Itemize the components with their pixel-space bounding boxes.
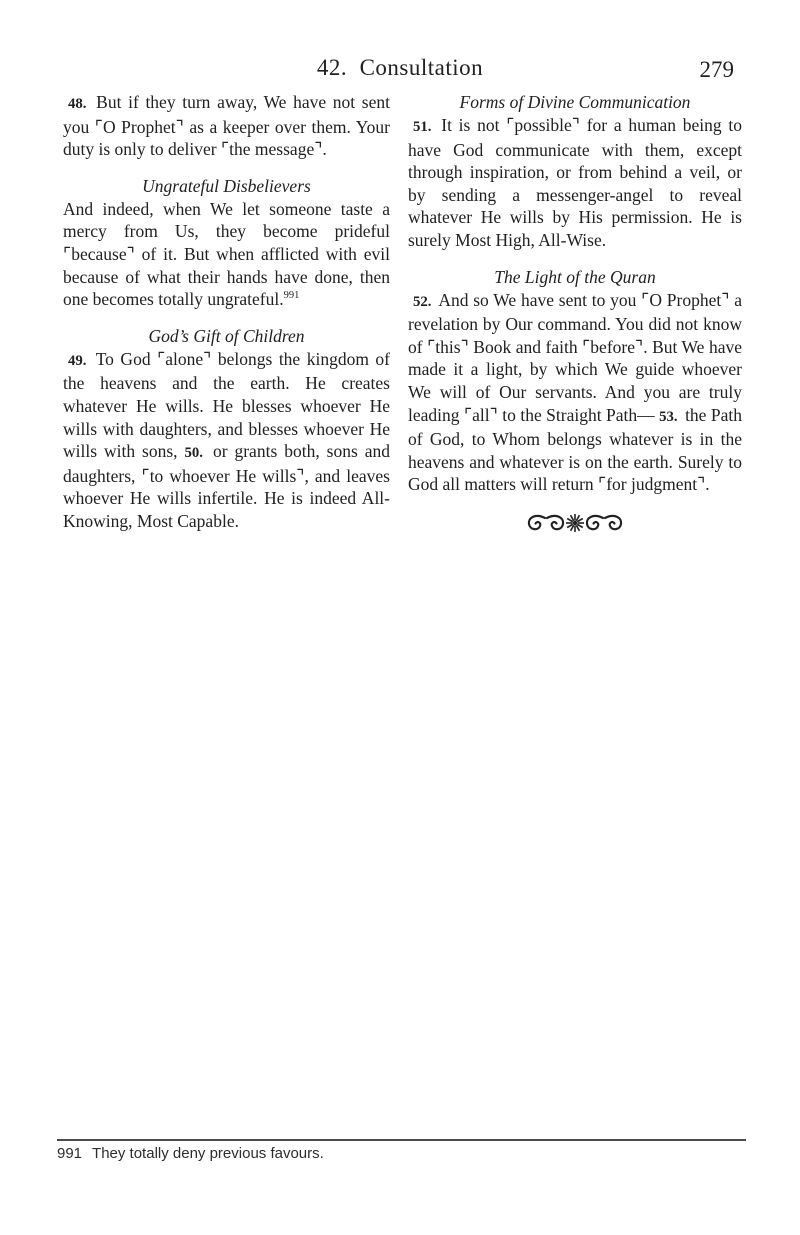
section-heading-ungrateful-disbelievers: Ungrateful Disbelievers bbox=[142, 175, 311, 196]
verse-number-53: 53. bbox=[659, 408, 678, 425]
verse-number-51: 51. bbox=[413, 119, 432, 135]
footnote-number: 991 bbox=[57, 1145, 83, 1162]
page-header bbox=[0, 0, 800, 83]
footnote-area bbox=[57, 1139, 746, 1164]
verse-49-text: To God ⌜alone⌝ belongs the kingdom of the heavens and the earth. He creates whatever He wills. He blesses whoever He wills with daughters, and blesses whoever He wills with sons, bbox=[63, 348, 391, 462]
verse-number-52: 52. bbox=[413, 293, 432, 310]
page-number: 279 bbox=[699, 57, 734, 82]
ungrateful-paragraph bbox=[63, 198, 390, 311]
left-column bbox=[63, 91, 390, 540]
verse-52-53-paragraph bbox=[408, 289, 742, 496]
verse-number-50: 50. bbox=[184, 445, 203, 462]
verse-number-48: 48. bbox=[68, 96, 87, 112]
chapter-end-fleuron-icon bbox=[408, 512, 742, 540]
section-heading-gods-gift-of-children: God’s Gift of Children bbox=[148, 325, 305, 346]
verse-number-49: 49. bbox=[68, 352, 87, 369]
verse-48-paragraph bbox=[63, 91, 390, 161]
verse-53-text: the Path of God, to Whom belongs whatever is in the heavens and whatever is on the earth. Surely to God all matters will return ⌜for judgment⌝. bbox=[408, 404, 742, 495]
verse-51-paragraph bbox=[408, 114, 742, 252]
section-heading-forms-of-divine-communication: Forms of Divine Communication bbox=[459, 92, 691, 112]
right-column bbox=[408, 91, 742, 540]
chapter-title: 42. Consultation bbox=[316, 55, 484, 80]
verse-49-50-paragraph bbox=[63, 348, 390, 533]
verse-48-text: But if they turn away, We have not sent you ⌜O Prophet⌝ as a keeper over them. Your duty is only to deliver ⌜the message⌝. bbox=[63, 92, 391, 160]
verse-51-text: It is not ⌜possible⌝ for a human being to have God communicate with them, except through inspiration, or from behind a veil, or by sending a messenger-angel to reveal whatever He wills by His permission. He is surely Most High, All-Wise. bbox=[408, 115, 742, 250]
ungrateful-text: And indeed, when We let someone taste a mercy from Us, they become prideful ⌜because⌝ of it. But when afflicted with evil because of what their hands have done, then one becomes totally ungrateful. bbox=[63, 198, 390, 310]
section-heading-the-light-of-the-quran: The Light of the Quran bbox=[494, 266, 656, 287]
verse-50-text: or grants both, sons and daughters, ⌜to whoever He wills⌝, and leaves whoever He wills infertile. He is indeed All-Knowing, Most Capable. bbox=[63, 441, 390, 531]
footnote-text: They totally deny previous favours. bbox=[92, 1145, 324, 1162]
text-columns bbox=[0, 91, 800, 540]
footnote-ref-991: 991 bbox=[283, 290, 300, 302]
verse-52-text: And so We have sent to you ⌜O Prophet⌝ a revelation by Our command. You did not know of ⌜this⌝ Book and faith ⌜before⌝. But We have made it a light, by which We guide whoever We will of Our servants. And you are truly leading ⌜all⌝ to the Straight Path— bbox=[408, 289, 742, 425]
